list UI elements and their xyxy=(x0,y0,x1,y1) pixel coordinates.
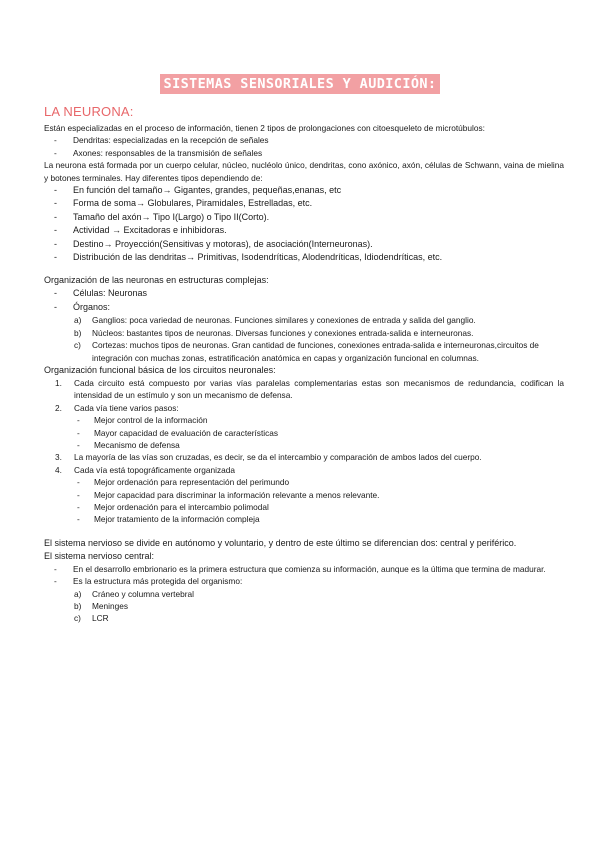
tipos-list xyxy=(44,184,564,264)
list-item: 4. Cada vía está topográficamente organizada - Mejor ordenación para representación del perimundo - Mejor capacidad para discriminar la información relevante a menos relevante. - Mejor ordenación para el intercambio polimodal - Mejor tratamiento de la información compleja xyxy=(44,464,564,526)
list-item: - Órganos: xyxy=(44,301,564,314)
list-item: 1. Cada circuito está compuesto por varias vías paralelas complementarias estas son mecanismos de redundancia, codifican la intensidad de un estímulo y son un mecanismo de defensa. xyxy=(55,377,564,401)
prolongaciones-list xyxy=(44,134,564,159)
proteccion-list xyxy=(44,588,564,625)
page-title: SISTEMAS SENSORIALES Y AUDICIÓN: xyxy=(160,74,441,94)
neurona-description: La neurona está formada por un cuerpo celular, núcleo, nucléolo único, dendritas, cono axónico, axón, células de Schwann, vaina de mielina y botones terminales. Hay diferentes tipos dependiendo de: xyxy=(44,160,564,183)
list-item: - Células: Neuronas xyxy=(44,287,564,300)
circuitos-list xyxy=(44,377,564,526)
list-item: - Axones: responsables de la transmisión de señales xyxy=(44,147,564,159)
list-item: - Mejor control de la información xyxy=(44,414,564,426)
sistema-nervioso-intro: El sistema nervioso se divide en autónomo y voluntario, y dentro de este último se diferencian dos: central y periférico. xyxy=(44,537,517,548)
list-item: 3. La mayoría de las vías son cruzadas, es decir, se da el intercambio y comparación de ambos lados del cuerpo. xyxy=(55,452,482,463)
snc-list xyxy=(44,563,564,588)
neurona-intro: Están especializadas en el proceso de información, tienen 2 tipos de prolongaciones con citoesqueleto de microtúbulos: xyxy=(44,123,485,133)
list-item: - Mejor ordenación para representación del perimundo xyxy=(44,476,564,488)
list-item: - Dendritas: especializadas en la recepción de señales xyxy=(44,134,564,146)
list-item: a) Ganglios: poca variedad de neuronas. Funciones similares y conexiones de entrada y salida del ganglio. xyxy=(74,315,476,326)
list-item: - Es la estructura más protegida del organismo: xyxy=(44,575,564,587)
list-item: - Mejor ordenación para el intercambio polimodal xyxy=(44,501,564,513)
list-item: - Mejor tratamiento de la información compleja xyxy=(44,513,564,525)
list-item: c) Cortezas: muchos tipos de neuronas. Gran cantidad de funciones, conexiones entrada-salida e interneuronas,circuitos de integración con muchas zonas, estratificación anatómica en capas y organización funcional en columnas. xyxy=(74,340,539,363)
organizacion-estructuras-heading: Organización de las neuronas en estructuras complejas: xyxy=(44,275,269,286)
estructuras-list xyxy=(44,287,564,314)
list-item: a) Cráneo y columna vertebral xyxy=(74,588,194,599)
list-item: - Forma de soma→ Globulares, Piramidales, Estrelladas, etc. xyxy=(44,197,564,210)
list-item: - En función del tamaño→ Gigantes, grandes, pequeñas,enanas, etc xyxy=(44,184,564,197)
list-item: - Distribución de las dendritas→ Primitivas, Isodendríticas, Alodendríticas, Idiodendríticas, etc. xyxy=(44,251,564,264)
list-item: 2. Cada vía tiene varios pasos: - Mejor control de la información - Mayor capacidad de evaluación de características - Mecanismo de defensa xyxy=(44,402,564,452)
list-item: - Mecanismo de defensa xyxy=(44,439,564,451)
list-item: - Destino→ Proyección(Sensitivas y motoras), de asociación(Interneuronas). xyxy=(44,238,564,251)
section-heading-neurona: LA NEURONA: xyxy=(44,104,134,119)
list-item: - En el desarrollo embrionario es la primera estructura que comienza su información, aunque es la última que termina de madurar. xyxy=(44,563,564,575)
sistema-nervioso-central-heading: El sistema nervioso central: xyxy=(44,550,155,561)
list-item: - Mayor capacidad de evaluación de características xyxy=(44,427,564,439)
organos-list xyxy=(44,314,564,364)
topografica-list xyxy=(44,476,564,526)
list-item: b) Meninges xyxy=(74,601,128,611)
document-body xyxy=(44,104,564,625)
title-block xyxy=(0,74,600,94)
organizacion-funcional-heading: Organización funcional básica de los circuitos neuronales: xyxy=(44,364,276,375)
list-item: c) LCR xyxy=(74,613,109,624)
list-item: - Tamaño del axón→ Tipo I(Largo) o Tipo II(Corto). xyxy=(44,211,564,224)
list-item: b) Núcleos: bastantes tipos de neuronas. Diversas funciones y conexiones entrada-salida e interneuronas. xyxy=(74,327,474,338)
pasos-list xyxy=(44,414,564,451)
list-item: - Mejor capacidad para discriminar la información relevante a menos relevante. xyxy=(44,489,564,501)
list-item: - Actividad → Excitadoras e inhibidoras. xyxy=(44,224,564,237)
